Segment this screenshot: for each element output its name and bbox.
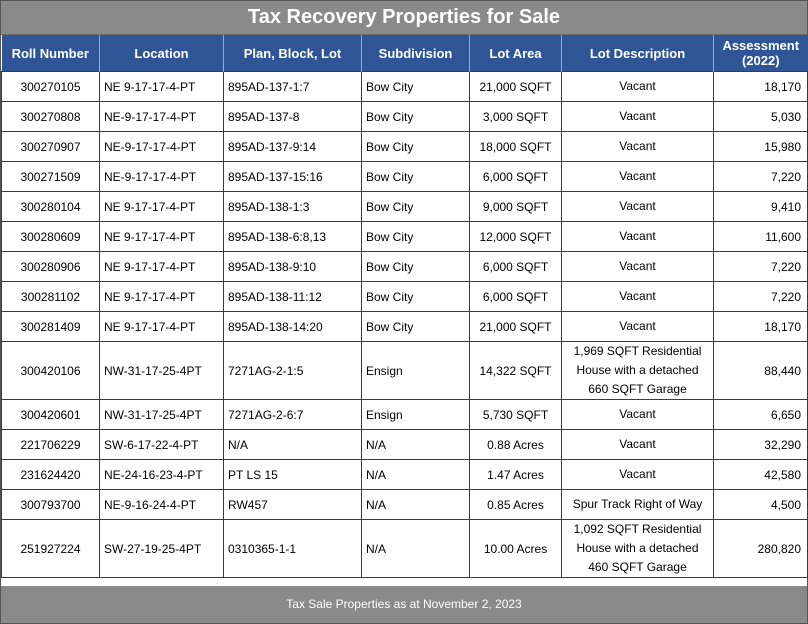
cell-roll-number: 300270808 xyxy=(2,102,100,132)
cell-location: NE-9-17-17-4-PT xyxy=(100,132,224,162)
cell-assessment: 88,440 xyxy=(714,342,808,400)
table-row xyxy=(2,192,808,222)
cell-lot-description: Vacant xyxy=(562,102,714,132)
cell-assessment: 32,290 xyxy=(714,430,808,460)
column-header-lot-area: Lot Area xyxy=(470,35,562,72)
cell-subdivision: Bow City xyxy=(362,282,470,312)
column-header-lot-description: Lot Description xyxy=(562,35,714,72)
cell-assessment: 280,820 xyxy=(714,520,808,578)
cell-lot-description: 1,969 SQFT Residential House with a detached 660 SQFT Garage xyxy=(562,342,714,400)
cell-lot-description: Vacant xyxy=(562,460,714,490)
cell-subdivision: Bow City xyxy=(362,312,470,342)
cell-lot-description: Vacant xyxy=(562,72,714,102)
cell-roll-number: 221706229 xyxy=(2,430,100,460)
cell-plan-block-lot: N/A xyxy=(224,430,362,460)
table-row xyxy=(2,520,808,578)
cell-lot-area: 5,730 SQFT xyxy=(470,400,562,430)
cell-lot-description: 1,092 SQFT Residential House with a detached 460 SQFT Garage xyxy=(562,520,714,578)
cell-location: NE 9-17-17-4-PT xyxy=(100,72,224,102)
table-row xyxy=(2,460,808,490)
cell-plan-block-lot: 0310365-1-1 xyxy=(224,520,362,578)
cell-plan-block-lot: 895AD-137-8 xyxy=(224,102,362,132)
cell-assessment: 42,580 xyxy=(714,460,808,490)
cell-roll-number: 300793700 xyxy=(2,490,100,520)
cell-assessment: 7,220 xyxy=(714,252,808,282)
cell-location: NE 9-17-17-4-PT xyxy=(100,192,224,222)
cell-location: NE-9-16-24-4-PT xyxy=(100,490,224,520)
cell-roll-number: 300280609 xyxy=(2,222,100,252)
cell-plan-block-lot: 7271AG-2-6:7 xyxy=(224,400,362,430)
cell-location: NE 9-17-17-4-PT xyxy=(100,282,224,312)
cell-location: NE-9-17-17-4-PT xyxy=(100,162,224,192)
table-row xyxy=(2,222,808,252)
cell-location: NE 9-17-17-4-PT xyxy=(100,222,224,252)
cell-assessment: 18,170 xyxy=(714,72,808,102)
table-header xyxy=(2,35,808,72)
cell-subdivision: Bow City xyxy=(362,132,470,162)
table-row xyxy=(2,490,808,520)
table-row xyxy=(2,72,808,102)
cell-lot-area: 6,000 SQFT xyxy=(470,282,562,312)
page-title: Tax Recovery Properties for Sale xyxy=(1,1,807,35)
cell-roll-number: 300420106 xyxy=(2,342,100,400)
cell-lot-area: 9,000 SQFT xyxy=(470,192,562,222)
cell-roll-number: 300420601 xyxy=(2,400,100,430)
cell-subdivision: Ensign xyxy=(362,342,470,400)
cell-assessment: 11,600 xyxy=(714,222,808,252)
cell-roll-number: 300281102 xyxy=(2,282,100,312)
column-header-plan-block-lot: Plan, Block, Lot xyxy=(224,35,362,72)
cell-location: NW-31-17-25-4PT xyxy=(100,400,224,430)
cell-roll-number: 300280104 xyxy=(2,192,100,222)
cell-lot-description: Spur Track Right of Way xyxy=(562,490,714,520)
cell-lot-description: Vacant xyxy=(562,252,714,282)
table-row xyxy=(2,430,808,460)
column-header-subdivision: Subdivision xyxy=(362,35,470,72)
cell-roll-number: 300280906 xyxy=(2,252,100,282)
cell-plan-block-lot: PT LS 15 xyxy=(224,460,362,490)
cell-lot-description: Vacant xyxy=(562,430,714,460)
cell-plan-block-lot: 895AD-138-14:20 xyxy=(224,312,362,342)
table-row xyxy=(2,342,808,400)
footer-note: Tax Sale Properties as at November 2, 2023 xyxy=(1,586,807,623)
cell-roll-number: 300271509 xyxy=(2,162,100,192)
cell-lot-description: Vacant xyxy=(562,192,714,222)
cell-subdivision: N/A xyxy=(362,460,470,490)
table-row xyxy=(2,400,808,430)
cell-location: SW-6-17-22-4-PT xyxy=(100,430,224,460)
cell-subdivision: Bow City xyxy=(362,102,470,132)
table-row xyxy=(2,132,808,162)
cell-lot-area: 21,000 SQFT xyxy=(470,72,562,102)
cell-assessment: 18,170 xyxy=(714,312,808,342)
cell-lot-area: 0.85 Acres xyxy=(470,490,562,520)
cell-lot-area: 12,000 SQFT xyxy=(470,222,562,252)
column-header-roll-number: Roll Number xyxy=(2,35,100,72)
cell-location: NE 9-17-17-4-PT xyxy=(100,312,224,342)
cell-assessment: 9,410 xyxy=(714,192,808,222)
cell-location: NE-24-16-23-4-PT xyxy=(100,460,224,490)
cell-plan-block-lot: 895AD-137-1:7 xyxy=(224,72,362,102)
header-row xyxy=(2,35,808,72)
cell-roll-number: 300270907 xyxy=(2,132,100,162)
cell-lot-description: Vacant xyxy=(562,132,714,162)
cell-plan-block-lot: 895AD-137-9:14 xyxy=(224,132,362,162)
properties-table xyxy=(1,35,808,578)
cell-location: NW-31-17-25-4PT xyxy=(100,342,224,400)
cell-roll-number: 300270105 xyxy=(2,72,100,102)
cell-lot-area: 0.88 Acres xyxy=(470,430,562,460)
cell-plan-block-lot: 895AD-138-11:12 xyxy=(224,282,362,312)
cell-plan-block-lot: 895AD-138-1:3 xyxy=(224,192,362,222)
column-header-location: Location xyxy=(100,35,224,72)
table-row xyxy=(2,102,808,132)
cell-assessment: 5,030 xyxy=(714,102,808,132)
cell-assessment: 6,650 xyxy=(714,400,808,430)
cell-subdivision: Bow City xyxy=(362,252,470,282)
cell-plan-block-lot: 895AD-138-9:10 xyxy=(224,252,362,282)
cell-lot-description: Vacant xyxy=(562,162,714,192)
table-row xyxy=(2,312,808,342)
cell-lot-description: Vacant xyxy=(562,282,714,312)
cell-plan-block-lot: 895AD-138-6:8,13 xyxy=(224,222,362,252)
cell-lot-area: 1.47 Acres xyxy=(470,460,562,490)
cell-location: NE-9-17-17-4-PT xyxy=(100,102,224,132)
cell-lot-area: 3,000 SQFT xyxy=(470,102,562,132)
cell-subdivision: N/A xyxy=(362,490,470,520)
cell-lot-description: Vacant xyxy=(562,400,714,430)
cell-subdivision: Bow City xyxy=(362,72,470,102)
cell-roll-number: 251927224 xyxy=(2,520,100,578)
cell-lot-description: Vacant xyxy=(562,312,714,342)
column-header-assessment: Assessment (2022) xyxy=(714,35,808,72)
cell-subdivision: Bow City xyxy=(362,162,470,192)
cell-location: NE 9-17-17-4-PT xyxy=(100,252,224,282)
cell-subdivision: Bow City xyxy=(362,222,470,252)
cell-lot-description: Vacant xyxy=(562,222,714,252)
cell-subdivision: N/A xyxy=(362,430,470,460)
table-row xyxy=(2,252,808,282)
cell-location: SW-27-19-25-4PT xyxy=(100,520,224,578)
cell-subdivision: Bow City xyxy=(362,192,470,222)
cell-subdivision: Ensign xyxy=(362,400,470,430)
cell-roll-number: 231624420 xyxy=(2,460,100,490)
cell-roll-number: 300281409 xyxy=(2,312,100,342)
table-row xyxy=(2,162,808,192)
cell-plan-block-lot: 895AD-137-15:16 xyxy=(224,162,362,192)
cell-plan-block-lot: RW457 xyxy=(224,490,362,520)
cell-assessment: 7,220 xyxy=(714,162,808,192)
cell-lot-area: 10.00 Acres xyxy=(470,520,562,578)
table-row xyxy=(2,282,808,312)
cell-lot-area: 14,322 SQFT xyxy=(470,342,562,400)
cell-lot-area: 18,000 SQFT xyxy=(470,132,562,162)
cell-assessment: 7,220 xyxy=(714,282,808,312)
cell-assessment: 4,500 xyxy=(714,490,808,520)
cell-lot-area: 6,000 SQFT xyxy=(470,252,562,282)
table-body xyxy=(2,72,808,578)
cell-subdivision: N/A xyxy=(362,520,470,578)
cell-plan-block-lot: 7271AG-2-1:5 xyxy=(224,342,362,400)
cell-lot-area: 6,000 SQFT xyxy=(470,162,562,192)
cell-lot-area: 21,000 SQFT xyxy=(470,312,562,342)
cell-assessment: 15,980 xyxy=(714,132,808,162)
